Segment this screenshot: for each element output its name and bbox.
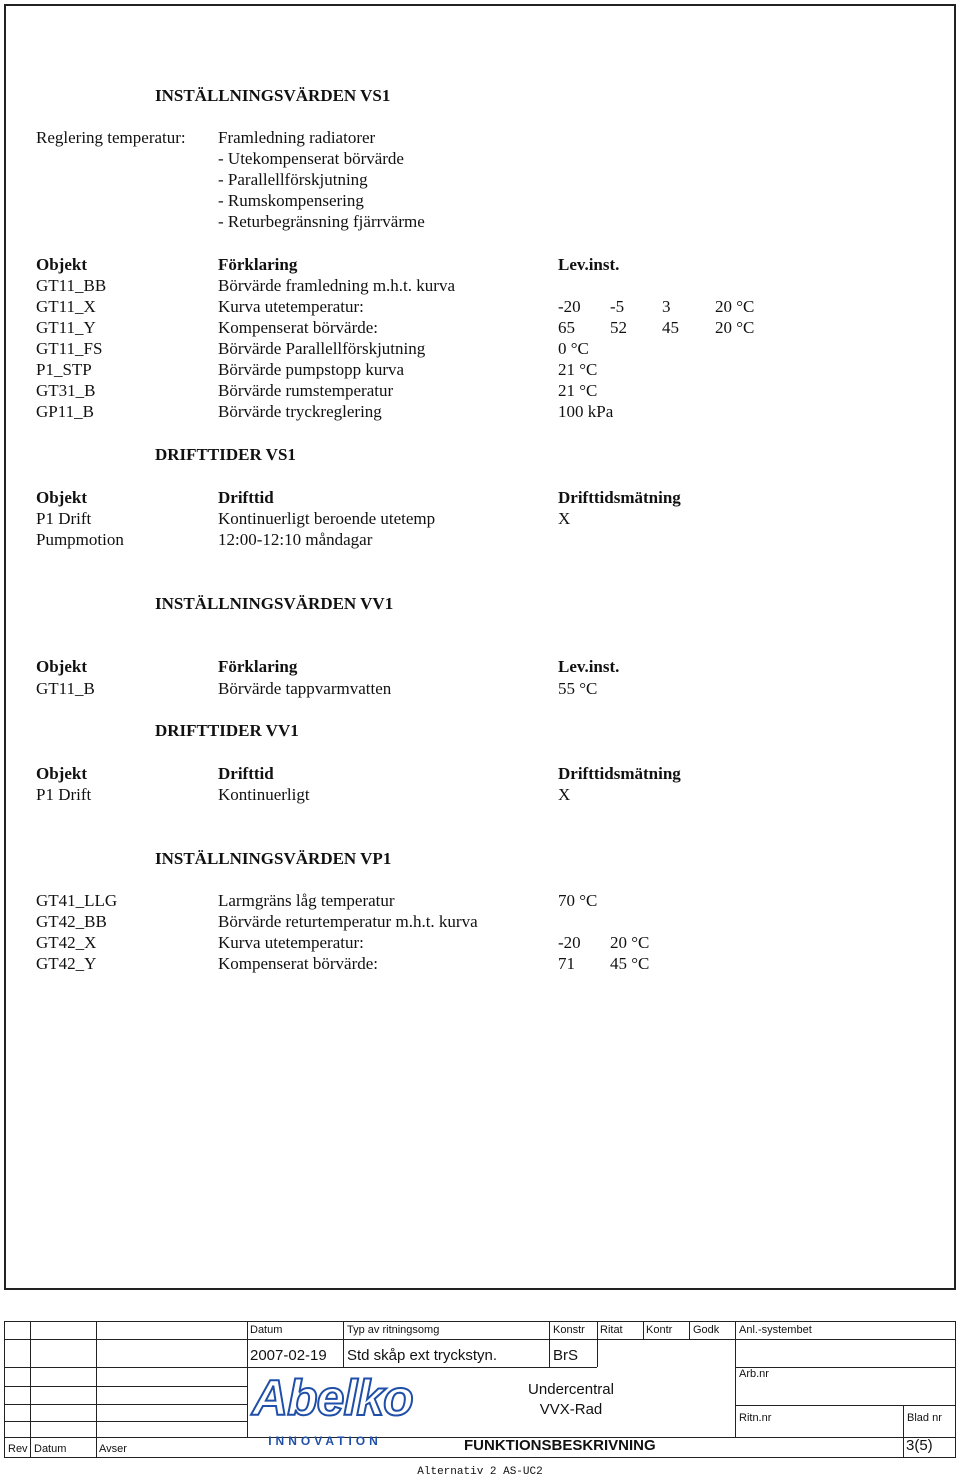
label-arb-nr: Arb.nr <box>739 1368 769 1380</box>
konstr-value: BrS <box>553 1347 579 1364</box>
title-block-rule <box>549 1321 550 1367</box>
label-ritn-nr: Ritn.nr <box>739 1412 772 1424</box>
table-row-value: 20 °C <box>715 318 755 337</box>
col-header-objekt: Objekt <box>36 764 87 783</box>
title-block-rule <box>643 1321 644 1339</box>
col-header-levinst: Lev.inst. <box>558 657 620 676</box>
table-row-object: GP11_B <box>36 402 94 421</box>
table-row-value: 71 <box>558 954 575 973</box>
table-row-description: Kontinuerligt beroende utetemp <box>218 509 436 528</box>
document-title: FUNKTIONSBESKRIVNING <box>464 1437 656 1454</box>
reglering-line: - Rumskompensering <box>218 191 364 210</box>
table-row-value: 3 <box>662 297 671 316</box>
table-row-value: -20 <box>558 933 581 952</box>
label-godk: Godk <box>693 1324 720 1336</box>
reglering-label: Reglering temperatur: <box>36 128 186 147</box>
title-block-rule <box>903 1405 904 1458</box>
label-datum: Datum <box>250 1324 283 1336</box>
col-header-objekt: Objekt <box>36 255 87 274</box>
table-row-description: Kompenserat börvärde: <box>218 954 379 973</box>
col-header-drifttidsmatning: Drifttidsmätning <box>558 764 681 783</box>
table-row-description: Börvärde Parallellförskjutning <box>218 339 426 358</box>
title-block-rule <box>4 1367 247 1368</box>
title-block-rule <box>689 1321 690 1339</box>
table-row-value: -5 <box>610 297 625 316</box>
table-row-value: 20 °C <box>610 933 650 952</box>
col-header-forklaring: Förklaring <box>218 657 298 676</box>
logo-subtitle: INNOVATION <box>268 1434 382 1448</box>
reglering-line: - Utekompenserat börvärde <box>218 149 404 168</box>
table-row-value: 70 °C <box>558 891 598 910</box>
table-row-description: Börvärde tappvarmvatten <box>218 679 392 698</box>
title-block-rule <box>597 1321 598 1339</box>
table-row-object: Pumpmotion <box>36 530 124 549</box>
title-block-rule <box>597 1339 598 1367</box>
table-row-value: 100 kPa <box>558 402 614 421</box>
table-row-object: GT42_Y <box>36 954 97 973</box>
title-block-rule <box>735 1321 736 1437</box>
title-block-rule <box>4 1339 956 1340</box>
table-row-value: 45 <box>662 318 679 337</box>
table-row-value: 52 <box>610 318 627 337</box>
title-block-rule <box>247 1321 248 1437</box>
table-row-description: Börvärde framledning m.h.t. kurva <box>218 276 455 295</box>
table-row-value: 21 °C <box>558 381 598 400</box>
table-row-object: GT11_B <box>36 679 95 698</box>
table-row-value: 20 °C <box>715 297 755 316</box>
vs1-heading: INSTÄLLNINGSVÄRDEN VS1 <box>155 86 391 105</box>
vp1-heading: INSTÄLLNINGSVÄRDEN VP1 <box>155 849 392 868</box>
table-row-object: P1 Drift <box>36 509 92 528</box>
table-row-description: Börvärde tryckreglering <box>218 402 382 421</box>
table-row-object: GT11_FS <box>36 339 103 358</box>
title-block-rule <box>30 1321 31 1458</box>
table-row-object: GT42_X <box>36 933 97 952</box>
drift-vs1-heading: DRIFTTIDER VS1 <box>155 445 296 464</box>
datum-value: 2007-02-19 <box>250 1347 327 1364</box>
table-row-value: -20 <box>558 297 581 316</box>
label-rev-datum: Datum <box>34 1443 67 1455</box>
title-block-rule <box>4 1386 247 1387</box>
abelko-logo <box>250 1368 413 1454</box>
undercentral-line: VVX-Rad <box>539 1401 603 1418</box>
label-blad-nr: Blad nr <box>907 1412 942 1424</box>
title-block-rule <box>4 1404 247 1405</box>
undercentral-line: Undercentral <box>528 1381 614 1398</box>
table-row-description: Larmgräns låg temperatur <box>218 891 395 910</box>
title-block-rule <box>343 1321 344 1367</box>
table-row-object: P1_STP <box>36 360 92 379</box>
col-header-drifttid: Drifttid <box>218 764 274 783</box>
page-frame <box>4 4 956 1290</box>
typ-value: Std skåp ext tryckstyn. <box>347 1347 498 1364</box>
title-block-rule <box>4 1421 247 1422</box>
label-rev: Rev <box>8 1443 28 1455</box>
label-anl-systembet: Anl.-systembet <box>739 1324 812 1336</box>
col-header-drifttidsmatning: Drifttidsmätning <box>558 488 681 507</box>
reglering-line: - Returbegränsning fjärrvärme <box>218 212 425 231</box>
label-konstr: Konstr <box>553 1324 585 1336</box>
table-row-description: Kurva utetemperatur: <box>218 933 364 952</box>
table-row-description: Börvärde returtemperatur m.h.t. kurva <box>218 912 478 931</box>
col-header-levinst: Lev.inst. <box>558 255 620 274</box>
label-avser: Avser <box>99 1443 127 1455</box>
vv1-heading: INSTÄLLNINGSVÄRDEN VV1 <box>155 594 394 613</box>
label-ritat: Ritat <box>600 1324 623 1336</box>
table-row-value: 21 °C <box>558 360 598 379</box>
table-row-value: X <box>558 509 571 528</box>
logo-wordmark: Abelko <box>252 1370 413 1426</box>
title-block-rule <box>96 1321 97 1458</box>
table-row-object: GT42_BB <box>36 912 107 931</box>
reglering-line: - Parallellförskjutning <box>218 170 368 189</box>
table-row-value: 45 °C <box>610 954 650 973</box>
table-row-description: Kurva utetemperatur: <box>218 297 364 316</box>
table-row-object: GT11_X <box>36 297 96 316</box>
table-row-value: 65 <box>558 318 575 337</box>
title-block-rule <box>735 1405 956 1406</box>
col-header-drifttid: Drifttid <box>218 488 274 507</box>
table-row-description: Börvärde rumstemperatur <box>218 381 394 400</box>
table-row-value: 0 °C <box>558 339 589 358</box>
col-header-objekt: Objekt <box>36 488 87 507</box>
table-row-object: GT31_B <box>36 381 96 400</box>
footer-text: Alternativ 2 AS-UC2 <box>417 1466 543 1478</box>
label-typ-av-ritningsomg: Typ av ritningsomg <box>347 1324 440 1336</box>
table-row-object: GT11_BB <box>36 276 107 295</box>
reglering-line: Framledning radiatorer <box>218 128 376 147</box>
table-row-value: 55 °C <box>558 679 598 698</box>
table-row-object: GT41_LLG <box>36 891 118 910</box>
table-row-description: Kontinuerligt <box>218 785 310 804</box>
label-kontr: Kontr <box>646 1324 673 1336</box>
col-header-forklaring: Förklaring <box>218 255 298 274</box>
table-row-value: X <box>558 785 571 804</box>
drift-vv1-heading: DRIFTTIDER VV1 <box>155 721 299 740</box>
table-row-object: GT11_Y <box>36 318 96 337</box>
table-row-description: Kompenserat börvärde: <box>218 318 379 337</box>
table-row-description: Börvärde pumpstopp kurva <box>218 360 405 379</box>
col-header-objekt: Objekt <box>36 657 87 676</box>
blad-value: 3(5) <box>906 1437 933 1454</box>
table-row-object: P1 Drift <box>36 785 92 804</box>
table-row-description: 12:00-12:10 måndagar <box>218 530 373 549</box>
